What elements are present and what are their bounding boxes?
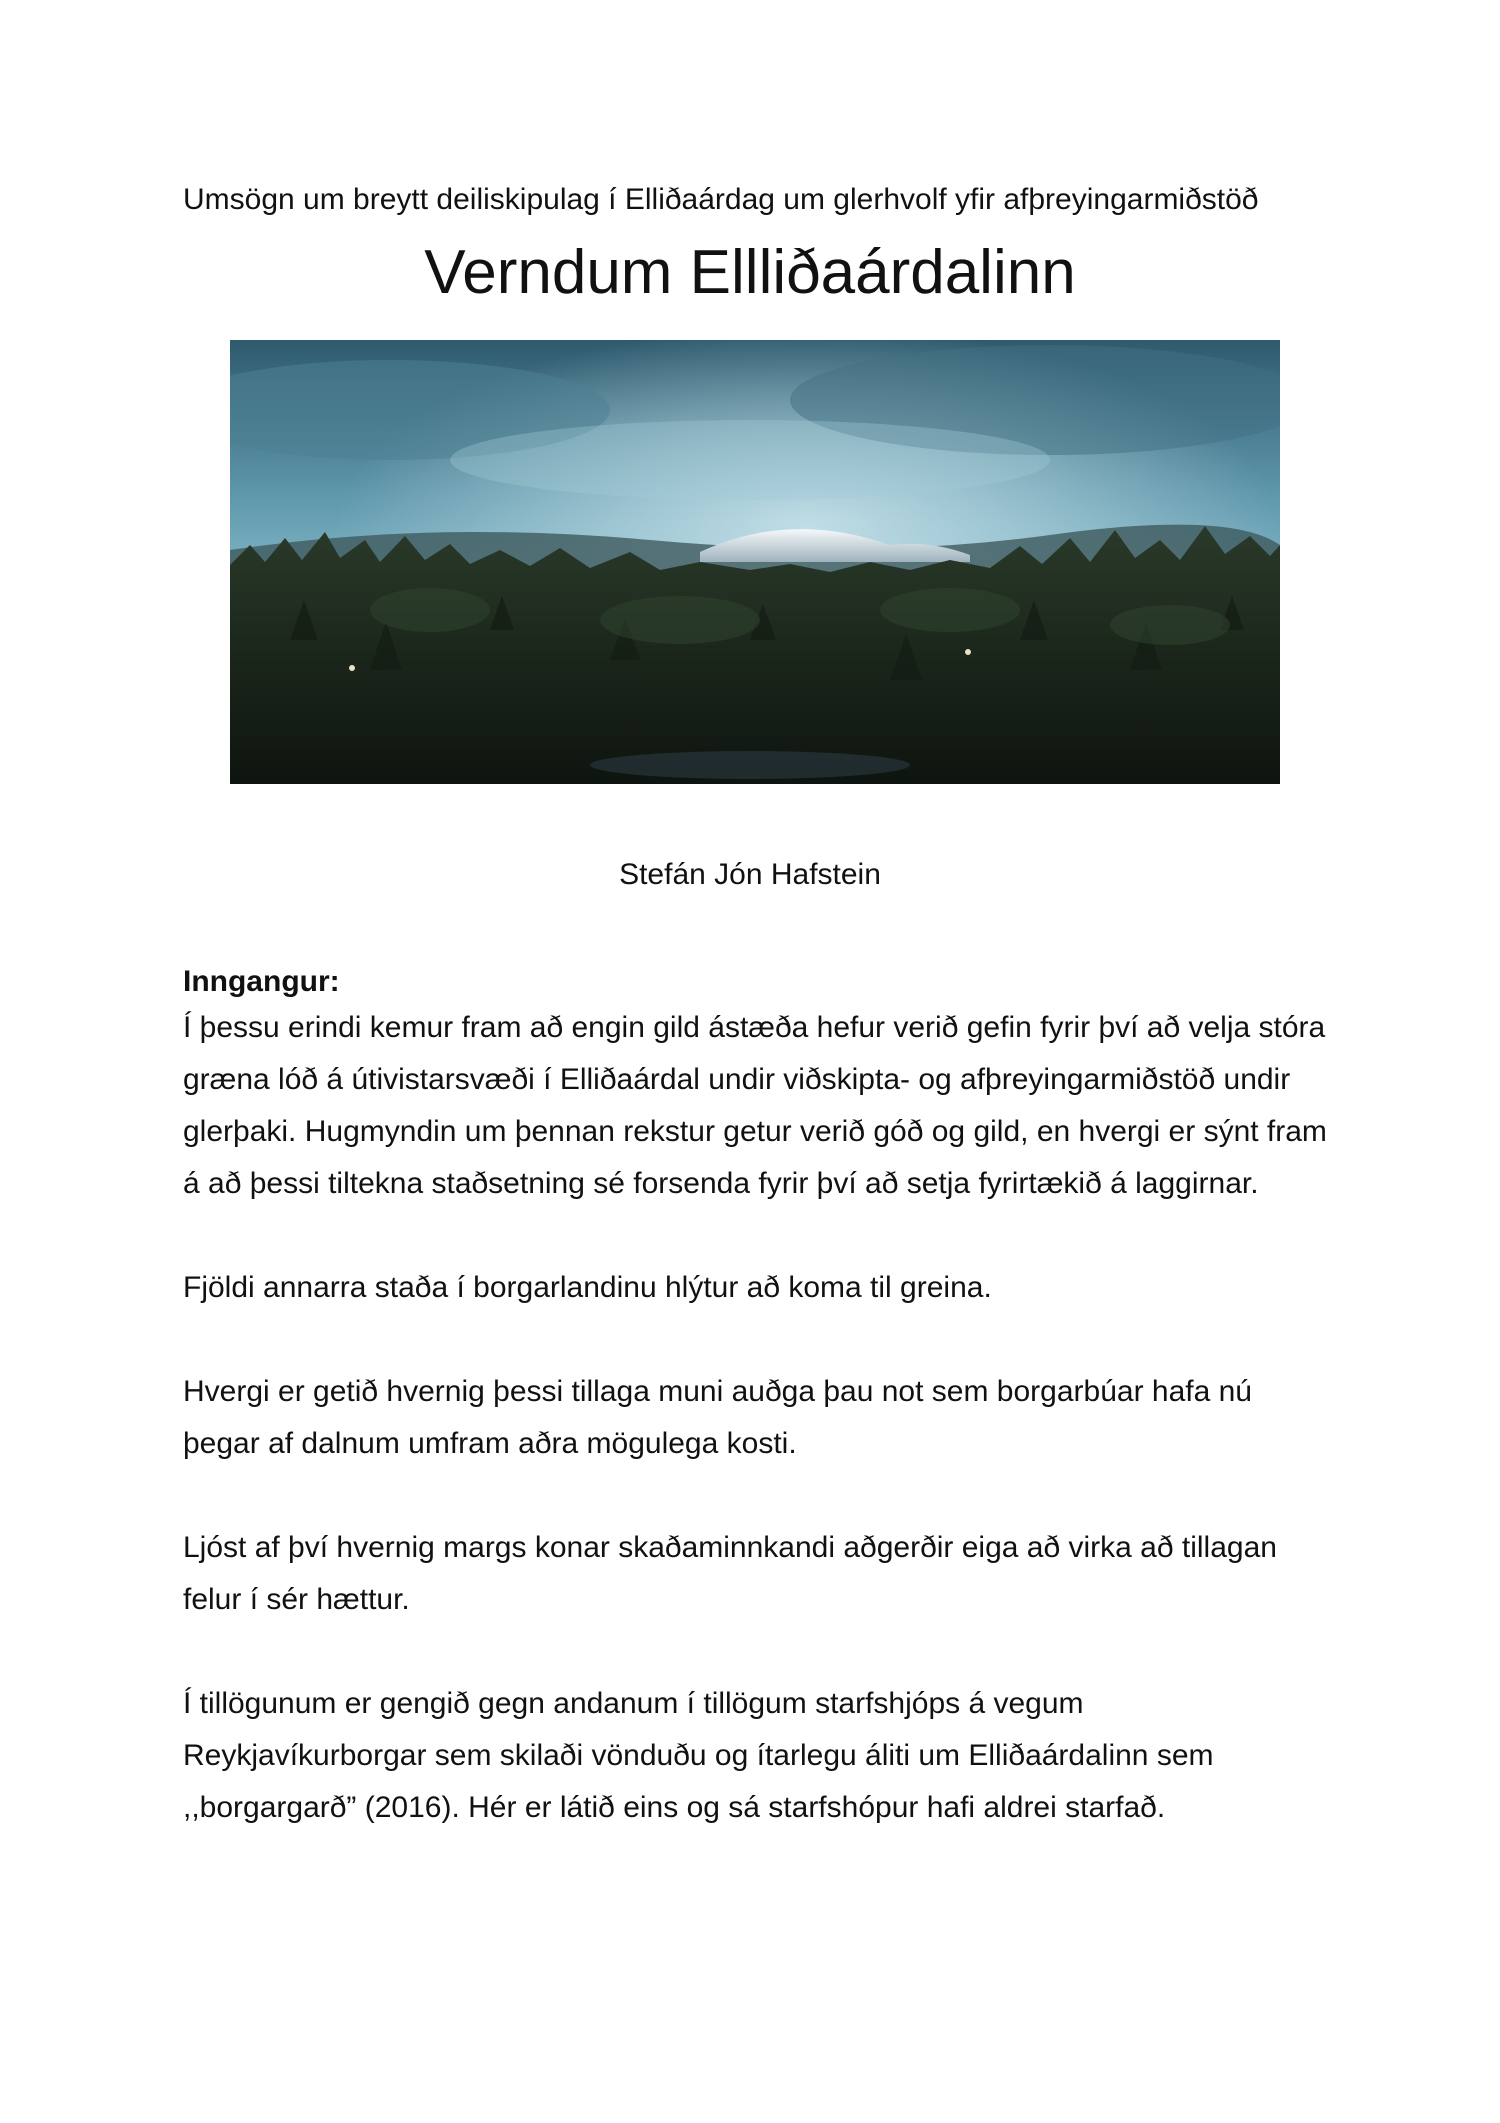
document-body <box>183 962 1333 1834</box>
paragraph-2: Fjöldi annarra staða í borgarlandinu hlýtur að koma til greina. <box>183 1271 992 1304</box>
author-name: Stefán Jón Hafstein <box>619 858 881 891</box>
section-heading: Inngangur: <box>183 965 340 998</box>
paragraph-3: Hvergi er getið hvernig þessi tillaga muni auðga þau not sem borgarbúar hafa nú þegar af dalnum umfram aðra mögulega kosti. <box>183 1375 1252 1460</box>
document-subject: Umsögn um breytt deiliskipulag í Elliðaárdag um glerhvolf yfir afþreyingarmiðstöð <box>183 183 1259 216</box>
paragraph-1: Í þessu erindi kemur fram að engin gild ástæða hefur verið gefin fyrir því að velja stóra græna lóð á útivistarsvæði í Elliðaárdal undir viðskipta- og afþreyingarmiðstöð undir glerþaki. Hugmyndin um þennan rekstur getur verið góð og gild, en hvergi er sýnt fram á að þessi tiltekna staðsetning sé forsenda fyrir því að setja fyrirtækið á laggirnar. <box>183 1011 1327 1200</box>
forest-dome-landscape-image <box>230 340 1280 784</box>
paragraph-4: Ljóst af því hvernig margs konar skaðaminnkandi aðgerðir eiga að virka að tillagan felur í sér hættur. <box>183 1531 1277 1616</box>
document-title: Verndum Ellliðaárdalinn <box>424 238 1076 307</box>
paragraph-5: Í tillögunum er gengið gegn andanum í tillögum starfshjóps á vegum Reykjavíkurborgar sem skilaði vönduðu og ítarlegu áliti um Elliðaárdalinn sem ,,borgargarð” (2016). Hér er látið eins og sá starfshópur hafi aldrei starfað. <box>183 1687 1214 1824</box>
